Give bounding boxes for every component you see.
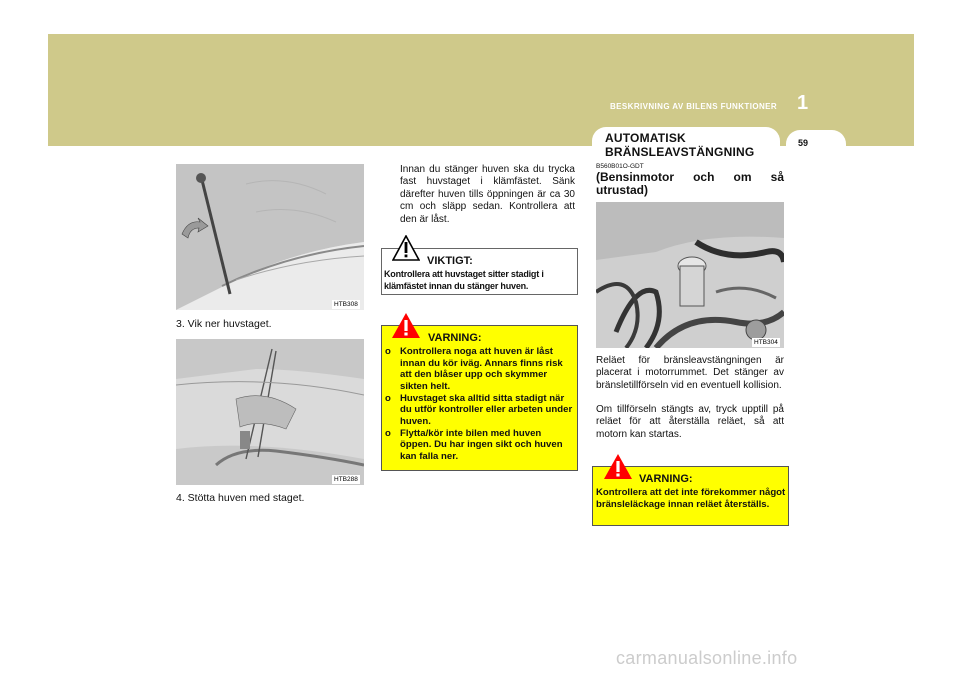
hood-closing-instructions: Innan du stänger huven ska du trycka fast huvstaget i klämfästet. Sänk därefter huven tills öppningen är ca 30 cm och släpp sedan. Kontrollera att den är låst. [400, 164, 575, 225]
warning-triangle-icon [391, 312, 421, 339]
photo-code-htb288: HTB288 [334, 476, 358, 483]
list-item [385, 428, 575, 463]
warning-item-text: Huvstaget ska alltid sitta stadigt när du utför kontroller eller arbeten under huven. [400, 392, 573, 427]
list-item [385, 346, 575, 392]
fuel-leak-warning-title: VARNING: [639, 473, 693, 485]
watermark: carmanualsonline.info [616, 648, 798, 668]
list-bullet: o [385, 346, 391, 357]
section-code: B560B01O-GDT [596, 163, 644, 170]
caption-support-hood: 4. Stötta huven med staget. [176, 492, 305, 504]
section-title: BESKRIVNING AV BILENS FUNKTIONER [610, 102, 778, 111]
list-item [385, 393, 575, 428]
fuel-leak-warning-text: Kontrollera att det inte förekommer något bränsleläckage innan reläet återställs. [596, 487, 786, 510]
page-number: 59 [798, 138, 809, 148]
relay-reset-instructions: Om tillförseln stängts av, tryck upptill på reläet för att återställa reläet, så att motorn kan startas. [596, 404, 784, 440]
page-title-line-1: AUTOMATISK [605, 131, 686, 145]
caption-fold-stay: 3. Vik ner huvstaget. [176, 318, 272, 330]
warning-triangle-icon [603, 453, 633, 480]
hood-warning-title: VARNING: [428, 332, 482, 344]
hood-stay-fold-photo [176, 164, 364, 310]
section-subtitle: (Bensinmotor och om så utrustad) [596, 170, 784, 197]
warning-triangle-icon [392, 235, 420, 261]
photo-code-htb308: HTB308 [334, 301, 358, 308]
viktigt-text: Kontrollera att huvstaget sitter stadigt i klämfästet innan du stänger huven. [384, 269, 544, 291]
list-bullet: o [385, 427, 391, 439]
relay-description: Reläet för bränsleavstängningen är placerat i motorrummet. Det stänger av bränsletillförseln vid en eventuell kollision. [596, 355, 784, 391]
chapter-number: 1 [797, 92, 809, 114]
hood-stay-support-photo [176, 339, 364, 485]
warning-item-text: Flytta/kör inte bilen med huven öppen. Du har ingen sikt och huven kan falla ner. [400, 427, 563, 462]
hood-warning-list [385, 346, 575, 463]
warning-item-text: Kontrollera noga att huven är låst innan du kör iväg. Annars finns risk att den blåser upp och skymmer sikten helt. [400, 346, 563, 392]
header-band [48, 34, 914, 146]
viktigt-title: VIKTIGT: [427, 255, 473, 267]
list-bullet: o [385, 392, 391, 404]
fuel-cutoff-relay-photo [596, 202, 784, 348]
photo-code-htb304: HTB304 [754, 339, 778, 346]
page-number-tab [786, 130, 846, 160]
page-title-line-2: BRÄNSLEAVSTÄNGNING [605, 145, 755, 159]
